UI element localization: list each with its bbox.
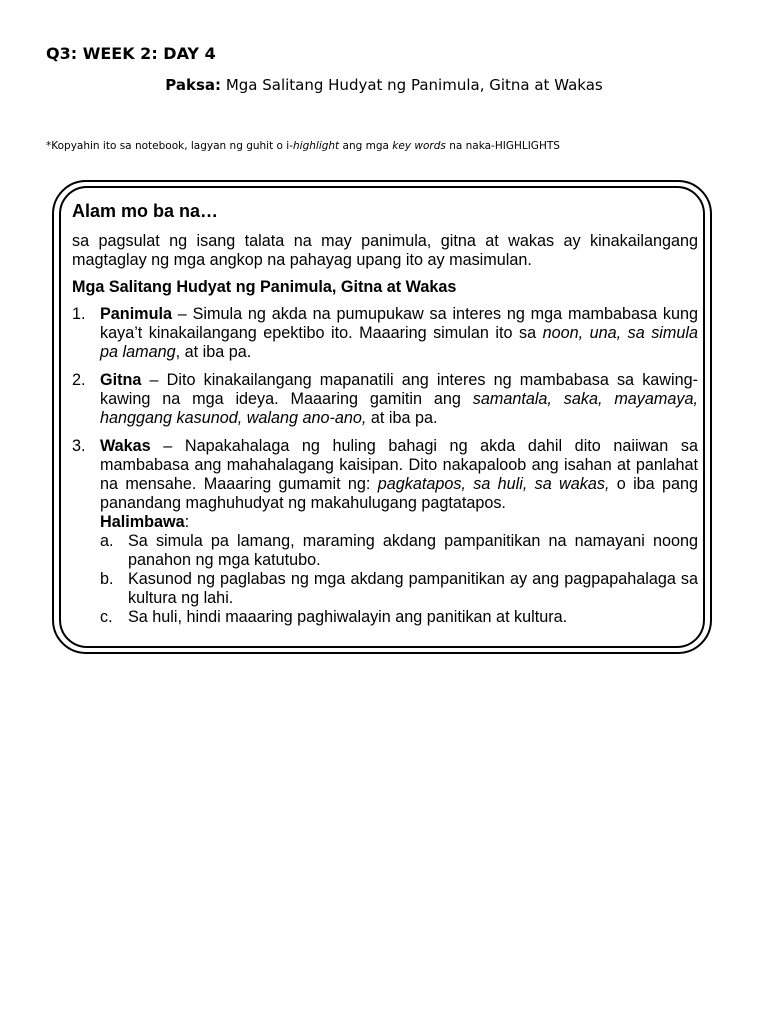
item-body	[100, 305, 698, 362]
item-tail: , at iba pa.	[175, 343, 252, 361]
list-item	[72, 437, 698, 627]
item-term: Wakas	[100, 437, 151, 455]
example-text: Kasunod ng paglabas ng mga akdang pampanitikan ay ang pagpapahalaga sa kultura ng lahi.	[128, 570, 698, 607]
instruction-italic1: highlight	[293, 140, 340, 152]
example-text: Sa simula pa lamang, maraming akdang pampanitikan na namayani noong panahon ng mga katutubo.	[128, 532, 698, 569]
item-examples: samantala, saka, mayamaya, hanggang kasunod, walang ano-ano,	[100, 390, 698, 427]
item-text: – Napakahalaga ng huling bahagi ng akda dahil dito naiiwan sa mambabasa ang mahahalagang kaisipan. Dito nakapaloob ang isahan at panlahat na mensahe. Maaaring gumamit ng:	[100, 437, 698, 493]
example-text: Sa huli, hindi maaaring paghiwalayin ang panitikan at kultura.	[128, 608, 568, 626]
item-examples: noon, una, sa simula pa lamang	[100, 324, 698, 361]
example-colon: :	[184, 513, 190, 531]
example-label: Halimbawa	[100, 513, 185, 531]
item-number: 3.	[72, 437, 86, 455]
item-term: Gitna	[100, 371, 142, 389]
example-item	[100, 570, 698, 608]
topic-label: Paksa:	[165, 76, 222, 94]
item-term: Panimula	[100, 305, 172, 323]
item-number: 2.	[72, 371, 86, 389]
example-item	[100, 532, 698, 570]
instruction-part2: ang mga	[339, 140, 393, 152]
example-item	[100, 608, 698, 627]
item-text: – Dito kinakailangang mapanatili ang interes ng mambabasa sa kawing-kawing na mga ideya. Maaaring gamitin ang	[100, 371, 698, 408]
instruction-note	[46, 140, 560, 152]
item-text: – Simula ng akda na pumupukaw sa interes ng mga mambabasa kung kaya’t kinakailangang epektibo ito. Maaaring simulan ito sa	[100, 305, 698, 342]
item-number: 1.	[72, 305, 86, 323]
item-body	[100, 437, 698, 627]
box-intro: sa pagsulat ng isang talata na may panimula, gitna at wakas ay kinakailangang magtaglay ng mga angkop na pahayag upang ito ay masimulan.	[72, 232, 698, 269]
lesson-id-heading: Q3: WEEK 2: DAY 4	[46, 44, 216, 63]
example-letter: c.	[100, 608, 113, 626]
box-title: Alam mo ba na…	[72, 201, 219, 221]
item-body	[100, 371, 698, 428]
item-tail: o iba pang panandang maghuhudyat ng makahulugang pagtatapos.	[100, 475, 699, 512]
topic-line	[0, 76, 768, 94]
instruction-part3: na naka-HIGHLIGHTS	[445, 140, 560, 152]
example-letter: a.	[100, 532, 114, 550]
instruction-italic2: key words	[392, 140, 446, 152]
list-item	[72, 371, 698, 428]
example-heading	[100, 513, 698, 532]
item-tail: at iba pa.	[366, 409, 438, 427]
item-examples: pagkatapos, sa huli, sa wakas,	[377, 475, 610, 493]
instruction-part1: *Kopyahin ito sa notebook, lagyan ng guhit o i-	[46, 140, 294, 152]
list-item	[72, 305, 698, 362]
info-box-content	[72, 202, 698, 627]
example-letter: b.	[100, 570, 114, 588]
topic-text: Mga Salitang Hudyat ng Panimula, Gitna at Wakas	[225, 76, 603, 94]
box-subtitle: Mga Salitang Hudyat ng Panimula, Gitna at Wakas	[72, 278, 457, 296]
